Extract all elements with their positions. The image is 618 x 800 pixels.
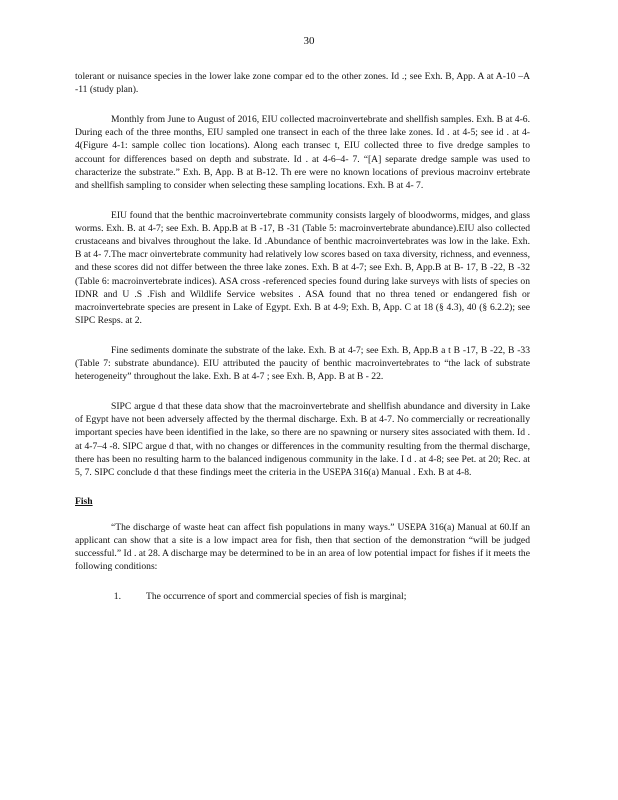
page-number: 30 [303, 35, 315, 47]
paragraph-sediments: Fine sediments dominate the substrate of the lake. Exh. B at 4-7; see Exh. B, App.B a t B -17, B -22, B -33 (Table 7: substrate abundance). EIU attributed the paucity of benthic macroinvertebrates to “the lack of substrate heterogeneity” throughout the lake. Exh. B at 4-7 ; see Exh. B, App. B at B - 22. [75, 344, 530, 383]
paragraph-sampling: Monthly from June to August of 2016, EIU collected macroinvertebrate and shellfish samples. Exh. B at 4-6. During each of the three months, EIU sampled one transect in each of the three lake zones. Id . at 4-5; see id . at 4-4(Figure 4-1: sample collec tion locations). Along each transec t, EIU collected three to five dredge samples to account for differences based on depth and substrate. Id . at 4-6–4- 7. “[A] separate dredge sample was used to characterize the substrate.” Exh. B, App. B at B-12. Th ere were no known locations of previous macroinv ertebrate and shellfish sampling to consider when selecting these sampling locations. Exh. B at 4- 7. [75, 113, 530, 191]
paragraph-sipc-argument: SIPC argue d that these data show that the macroinvertebrate and shellfish abundance and diversity in Lake of Egypt have not been adversely affected by the thermal discharge. Exh. B at 4-7. No commercially or recreationally important species have been identified in the lake, so there are no spawning or nursery sites associated with them. Id . at 4-7–4 -8. SIPC argue d that, with no changes or differences in the community resulting from the thermal discharge, there has been no resulting harm to the balanced indigenous community in the lake. I d . at 4-8; see Pet. at 20; Rec. at 5, 7. SIPC conclude d that these findings meet the criteria in the USEPA 316(a) Manual . Exh. B at 4-8. [75, 401, 530, 479]
section-heading-fish: Fish [75, 495, 93, 507]
list-item-number: 1. [113, 591, 121, 603]
list-item-text: The occurrence of sport and commercial species of fish is marginal; [146, 591, 407, 603]
paragraph-findings: EIU found that the benthic macroinvertebrate community consists largely of bloodworms, midges, and glass worms. Exh. B. at 4-7; see Exh. B. App.B at B -17, B -31 (Table 5: macroinvertebrate abundance).EIU also collected crustaceans and bivalves throughout the lake. Id .Abundance of benthic macroinvertebrates was low in the lake. Exh. B at 4- 7.The macr oinvertebrate community had relatively low scores based on taxa diversity, richness, and evenness, and these scores did not differ between the three lake zones. Exh. B at 4-7; see Exh. B, App.B at B- 17, B -22, B -32 (Table 6: macroinvertebrate indices). ASA cross -referenced species found during lake surveys with lists of species on IDNR and U .S .Fish and Wildlife Service websites . ASA found that no threa tened or endangered fish or macroinvertebrate species are present in Lake of Egypt. Exh. B at 4-9; Exh. B, App. C at 18 (§ 4.3), 40 (§ 6.2.2); see SIPC Resps. at 2. [75, 209, 530, 327]
document-body [75, 70, 530, 603]
list-item [75, 590, 530, 603]
paragraph-continuation: tolerant or nuisance species in the lower lake zone compar ed to the other zones. Id .; see Exh. B, App. A at A-10 –A -11 (study plan). [75, 71, 530, 96]
paragraph-fish: “The discharge of waste heat can affect fish populations in many ways.” USEPA 316(a) Manual at 60.If an applicant can show that a site is a low impact area for fish, then that section of the demonstration “will be judged successful.” Id . at 28. A discharge may be determined to be in an area of low potential impact for fishes if it meets the following conditions: [75, 521, 530, 573]
